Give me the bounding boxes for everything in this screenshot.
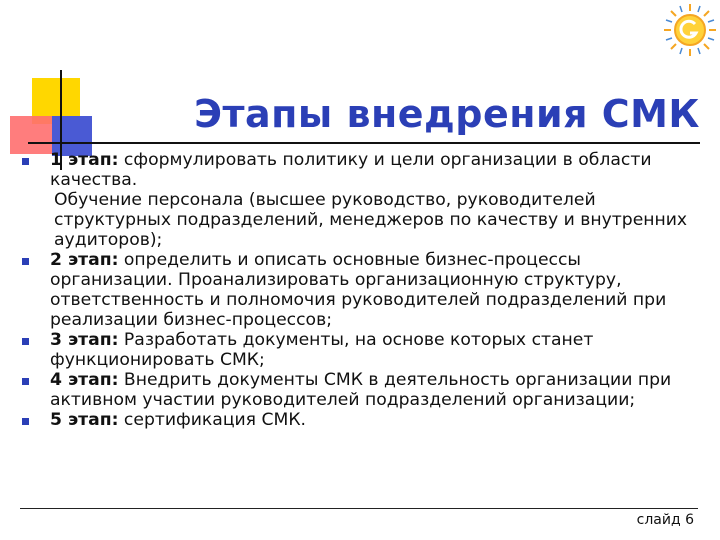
stage-text: сформулировать политику и цели организации в области качества.: [50, 150, 652, 190]
stage-text: сертификация СМК.: [123, 410, 306, 430]
decor-red-square: [10, 116, 54, 154]
stage-text: Внедрить документы СМК в деятельность организации при активном участии руководителей подразделений организации;: [50, 370, 672, 410]
sun-logo-icon: [662, 2, 718, 58]
square-bullet-icon: [22, 158, 29, 165]
stage-label: 5 этап:: [50, 410, 119, 430]
square-bullet-icon: [22, 418, 29, 425]
stages-list: [20, 150, 700, 430]
stage-label: 1 этап:: [50, 150, 119, 170]
stage-label: 3 этап:: [50, 330, 119, 350]
slide-title: Этапы внедрения СМК: [194, 92, 700, 136]
stage-label: 2 этап:: [50, 250, 119, 270]
stage-text: Разработать документы, на основе которых станет функционировать СМК;: [50, 330, 594, 370]
square-bullet-icon: [22, 258, 29, 265]
stage-text: определить и описать основные бизнес-процессы организации. Проанализировать организационную структуру, ответственность и полномочия руководителей подразделений при реализации бизнес-процессов;: [50, 250, 667, 330]
slide-number: слайд 6: [636, 512, 694, 528]
square-bullet-icon: [22, 378, 29, 385]
list-item: [20, 150, 700, 190]
title-underline: [28, 142, 700, 144]
stage-label: 4 этап:: [50, 370, 119, 390]
square-bullet-icon: [22, 338, 29, 345]
footer-divider: [20, 508, 698, 509]
training-paragraph: Обучение персонала (высшее руководство, руководителей структурных подразделений, менеджеров по качеству и внутренних аудиторов);: [54, 190, 688, 250]
list-item: [20, 410, 700, 430]
list-item: [20, 330, 700, 370]
list-item: [20, 250, 700, 330]
list-item: [20, 370, 700, 410]
